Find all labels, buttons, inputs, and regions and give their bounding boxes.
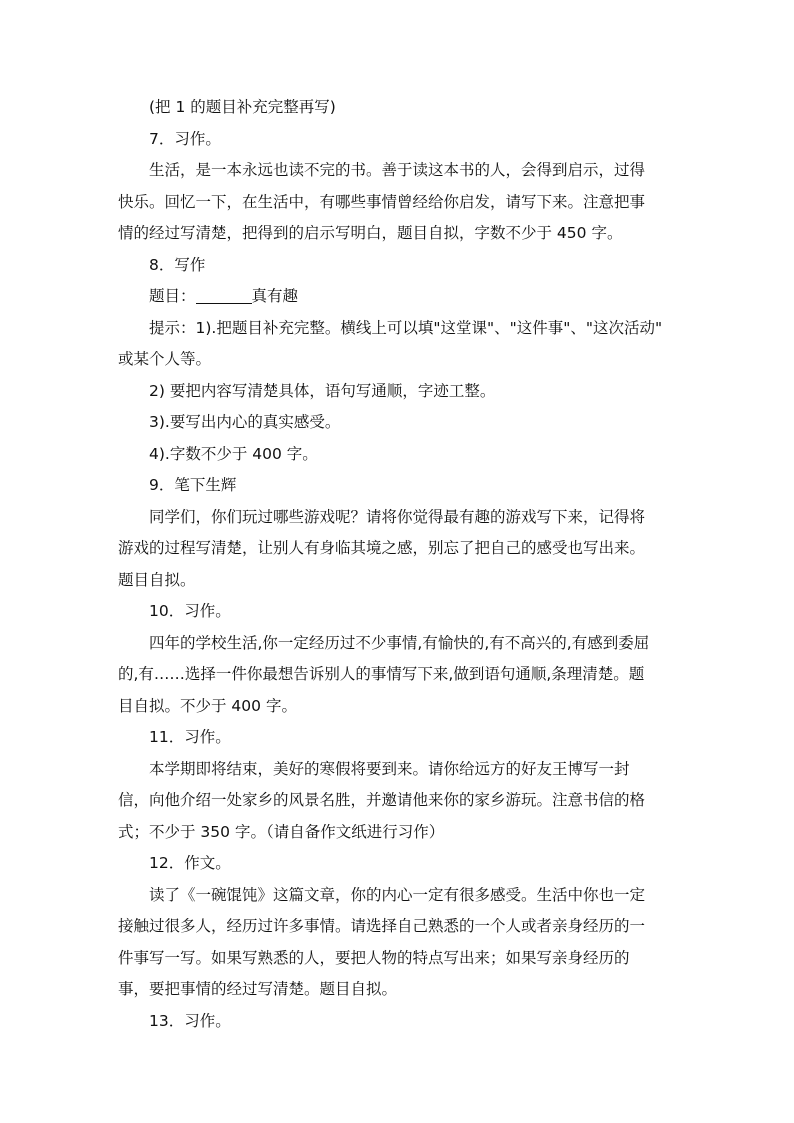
- item-8-hint-line: 2) 要把内容写清楚具体，语句写通顺，字迹工整。: [149, 381, 496, 400]
- item-8-hint-line: 或某个人等。: [118, 350, 212, 368]
- item-11-text-line: 式；不少于 350 字。（请自备作文纸进行习作）: [118, 822, 445, 841]
- item-10-title: 10．习作。: [149, 602, 231, 620]
- fill-in-blank: [196, 285, 252, 304]
- item-10-text-line: 四年的学校生活,你一定经历过不少事情,有愉快的,有不高兴的,有感到委屈: [149, 633, 650, 652]
- item-8-topic: [118, 281, 674, 313]
- item-13-title: 13．习作。: [149, 1011, 231, 1030]
- item-10-text-line: 的,有……选择一件你最想告诉别人的事情写下来,做到语句通顺,条理清楚。题: [118, 665, 645, 683]
- item-9-text-line: 同学们，你们玩过哪些游戏呢？请将你觉得最有趣的游戏写下来，记得将: [149, 507, 646, 526]
- item-9-text-line: 游戏的过程写清楚，让别人有身临其境之感，别忘了把自己的感受也写出来。: [118, 539, 646, 557]
- item-8-title: 8．写作: [149, 255, 206, 274]
- item-12-text-line: 事，要把事情的经过写清楚。题目自拟。: [118, 980, 398, 998]
- item-12-text-line: 读了《一碗馄饨》这篇文章，你的内心一定有很多感受。生活中你也一定: [149, 885, 646, 904]
- item-7-text-line: 快乐。回忆一下，在生活中，有哪些事情曾经给你启发，请写下来。注意把事: [118, 192, 646, 211]
- item-7-text-line: 情的经过写清楚，把得到的启示写明白，题目自拟，字数不少于 450 字。: [118, 224, 623, 242]
- item-12-title: 12．作文。: [149, 854, 231, 872]
- item-8-hint-line: 提示：1).把题目补充完整。横线上可以填"这堂课"、"这件事"、"这次活动": [149, 318, 663, 337]
- item-10-text-line: 目自拟。不少于 400 字。: [118, 696, 297, 715]
- item-8-hint-line: 3).要写出内心的真实感受。: [149, 413, 341, 431]
- topic-prefix: 题目：: [149, 287, 196, 305]
- item-12-text-line: 件事写一写。如果写熟悉的人，要把人物的特点写出来；如果写亲身经历的: [118, 948, 630, 967]
- item-9-text-line: 题目自拟。: [118, 570, 196, 589]
- item-11-text-line: 本学期即将结束，美好的寒假将要到来。请你给远方的好友王博写一封: [149, 759, 630, 778]
- item-7-text-line: 生活，是一本永远也读不完的书。善于读这本书的人，会得到启示，过得: [149, 161, 646, 179]
- item-11-text-line: 信，向他介绍一处家乡的风景名胜，并邀请他来你的家乡游玩。注意书信的格: [118, 791, 646, 809]
- topic-suffix: 真有趣: [251, 287, 299, 305]
- document-page: [118, 92, 674, 1037]
- item-8-hint-line: 4).字数不少于 400 字。: [149, 444, 318, 463]
- item-11-title: 11．习作。: [149, 728, 231, 746]
- item-12-text-line: 接触过很多人，经历过许多事情。请选择自己熟悉的一个人或者亲身经历的一: [118, 917, 646, 935]
- item-7-title: 7．习作。: [149, 129, 221, 148]
- item-9-title: 9．笔下生辉: [149, 476, 237, 494]
- intro-note: (把 1 的题目补充完整再写): [149, 98, 336, 116]
